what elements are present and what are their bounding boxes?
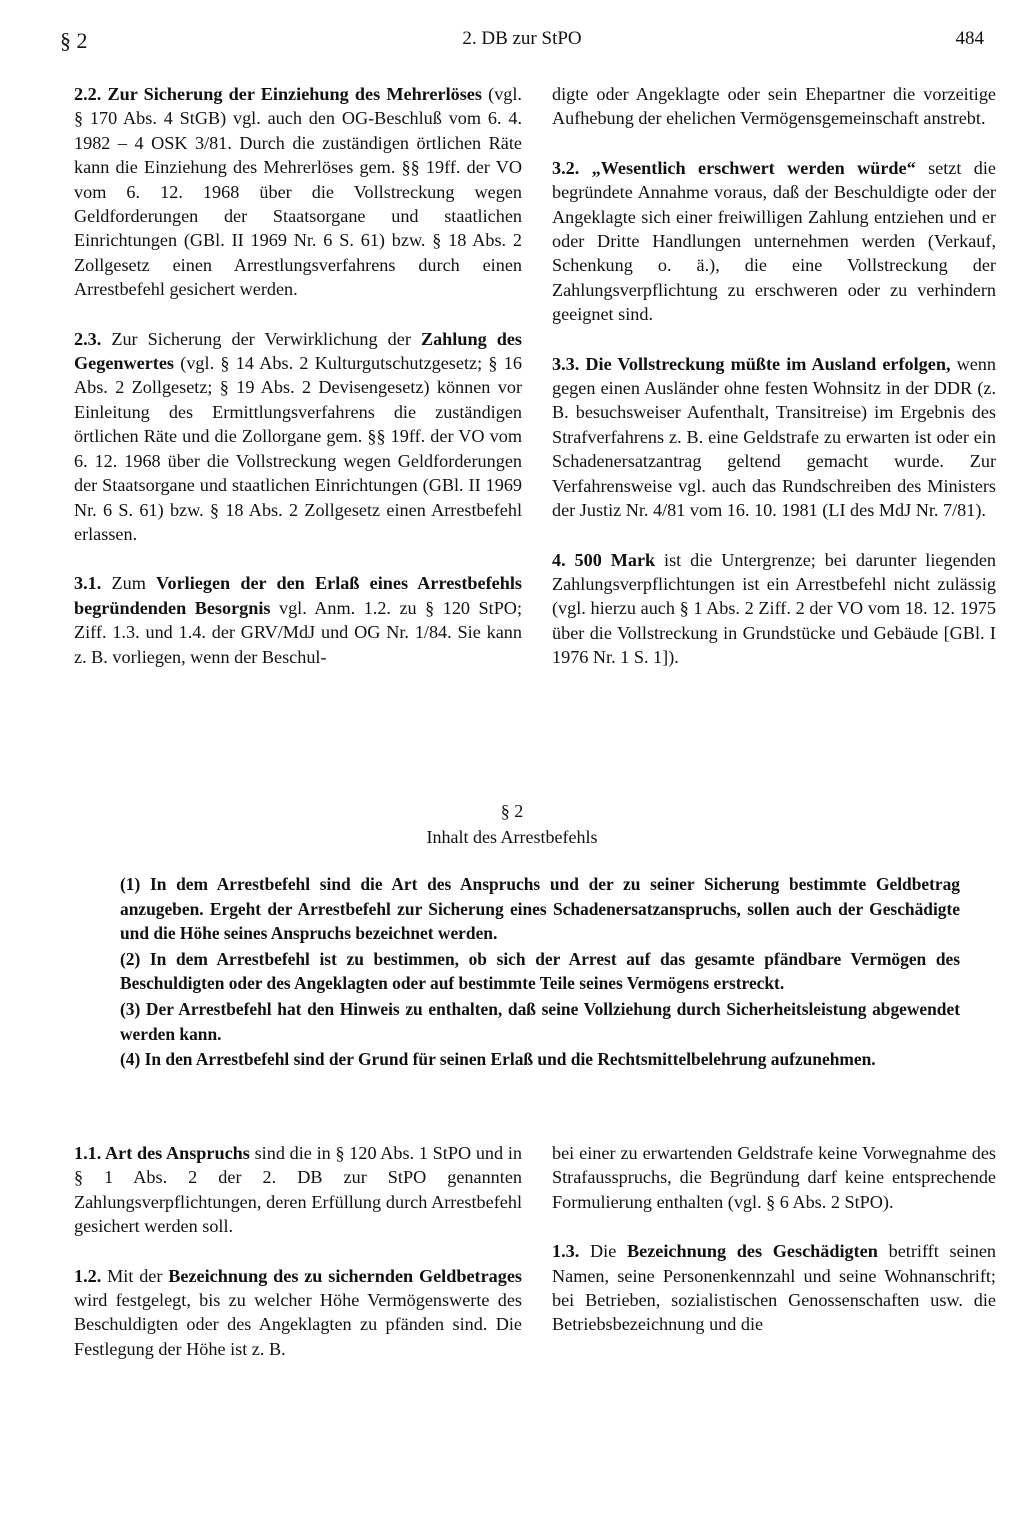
- note-bold: Bezeichnung des Geschädigten: [627, 1241, 878, 1262]
- note-2-2: [74, 82, 522, 302]
- note-text: (vgl. § 14 Abs. 2 Kulturgutschutzgesetz; § 16 Abs. 2 Zollgesetz; § 19 Abs. 2 Devisengesetz) können vor Einleitung des Ermittlungsverfahrens die zuständigen örtlichen Räte und die Zollorgane gem. §§ 19ff. der VO vom 6. 12. 1968 über die Vollstreckung wegen Geldforderungen der Staatsorgane und staatlichen Einrichtungen (GBl. II 1969 Nr. 6 S. 61) bzw. § 18 Abs. 2 Zollgesetz einen Arrestbefehl erlassen.: [74, 353, 522, 544]
- note-text: (vgl. § 170 Abs. 4 StGB) vgl. auch den OG-Beschluß vom 6. 4. 1982 – 4 OSK 3/81. Durch die zuständigen örtlichen Räte kann die Einziehung des Mehrerlöses gem. §§ 19ff. der VO vom 6. 12. 1968 über die Vollstreckung wegen Geldforderungen der Staatsorgane und staatlichen Einrichtungen (GBl. II 1969 Nr. 6 S. 61) bzw. § 18 Abs. 2 Zollgesetz einen Arrestlungsverfahrens durch einen Arrestbefehl gesichert werden.: [74, 84, 522, 300]
- bottom-left-column: [74, 1141, 522, 1361]
- note-pre: Zum: [101, 573, 157, 594]
- note-lead: 4.: [552, 549, 566, 570]
- note-bold: Bezeichnung des zu sichernden Geldbetrages: [168, 1265, 522, 1286]
- header-title: 2. DB zur StPO: [462, 28, 582, 49]
- page-number: 484: [955, 28, 984, 49]
- note-bold: Vorliegen der den Erlaß eines Arrestbefehls begründenden Besorgnis: [74, 573, 522, 618]
- statute-text: [120, 872, 960, 1073]
- note-lead: 1.2.: [74, 1265, 102, 1286]
- note-text: digte oder Angeklagte oder sein Ehepartner die vorzeitige Aufhebung der ehelichen Vermögensgemeinschaft anstrebt.: [552, 84, 996, 129]
- note-lead: 2.3.: [74, 328, 102, 349]
- note-1-2-continued: [552, 1141, 996, 1214]
- section-heading: [0, 798, 1024, 850]
- note-1-2: [74, 1264, 522, 1362]
- statute-paragraph-3: (3) Der Arrestbefehl hat den Hinweis zu enthalten, daß seine Vollziehung durch Sicherheitsleistung abgewendet werden kann.: [120, 998, 960, 1044]
- note-pre: Die: [579, 1241, 628, 1262]
- section-number: § 2: [500, 801, 524, 821]
- note-pre: Zur Sicherung der Verwirklichung der: [101, 328, 421, 349]
- note-text: betrifft seinen Namen, seine Personenkennzahl und seine Wohnanschrift; bei Betrieben, sozialistischen Genossenschaften usw. die Betriebsbezeichnung und die: [552, 1241, 996, 1335]
- note-3-1: [74, 571, 522, 669]
- note-lead: 3.1.: [74, 573, 102, 594]
- statute-paragraph-4: (4) In den Arrestbefehl sind der Grund für seinen Erlaß und die Rechtsmittelbelehrung aufzunehmen.: [120, 1049, 876, 1070]
- note-1-3: [552, 1239, 996, 1337]
- note-1-1: [74, 1141, 522, 1239]
- note-lead: 2.2.: [74, 84, 102, 104]
- note-lead: 1.1.: [74, 1143, 102, 1163]
- note-text: setzt die begründete Annahme voraus, daß der Beschuldigte oder der Angeklagte sich einer freiwilligen Zahlung entziehen und er oder Dritte Handlungen unternehmen werden (Verkauf, Schenkung o. ä.), die eine Vollstreckung der Zahlungsverpflichtung zu erschweren oder zu verhindern geeignet sind.: [552, 157, 996, 325]
- note-lead: 1.3.: [552, 1241, 580, 1262]
- note-3-3: [552, 352, 996, 523]
- statute-paragraph-2: (2) In dem Arrestbefehl ist zu bestimmen, ob sich der Arrest auf das gesamte pfändbare Vermögen des Beschuldigten oder des Angeklagten oder auf bestimmte Teile seines Vermögens erstreckt.: [120, 948, 960, 994]
- note-text: wenn gegen einen Ausländer ohne festen Wohnsitz in der DDR (z. B. besuchsweiser Aufenthalt, Transitreise) im Ergebnis des Strafverfahrens z. B. eine Geldstrafe zu erwarten ist oder ein Schadenersatzantrag geltend gemacht wurde. Zur Verfahrensweise vgl. auch das Rundschreiben des Ministers der Justiz Nr. 4/81 vom 16. 10. 1981 (LI des MdJ Nr. 7/81).: [552, 353, 996, 521]
- note-text: sind die in § 120 Abs. 1 StPO und in § 1 Abs. 2 der 2. DB zur StPO genannten Zahlungsverpflichtungen, deren Erfüllung durch Arrestbefehl gesichert werden soll.: [74, 1143, 522, 1237]
- note-text: ist die Untergrenze; bei darunter liegenden Zahlungsverpflichtungen ist ein Arrestbefehl nicht zulässig (vgl. hierzu auch § 1 Abs. 2 Ziff. 2 der VO vom 18. 12. 1975 über die Vollstreckung in Grundstücke und Gebäude [GBl. I 1976 Nr. 1 S. 1]).: [552, 549, 996, 668]
- note-lead: 3.3.: [552, 353, 580, 374]
- note-bold: „Wesentlich erschwert werden würde“: [579, 157, 916, 178]
- note-bold: 500 Mark: [565, 549, 656, 570]
- note-bold: Zur Sicherung der Einziehung des Mehrerlöses: [107, 84, 482, 104]
- note-text: bei einer zu erwartenden Geldstrafe keine Vorwegnahme des Strafausspruchs, die Begründung darf keine entsprechende Formulierung enthalten (vgl. § 6 Abs. 2 StPO).: [552, 1143, 996, 1212]
- note-pre: Mit der: [101, 1265, 169, 1286]
- page-header: [60, 28, 984, 58]
- note-lead: 3.2.: [552, 157, 580, 178]
- note-bold: Zahlung des Gegenwertes: [74, 328, 523, 374]
- section-title: Inhalt des Arrestbefehls: [426, 827, 598, 847]
- note-4: [552, 548, 996, 670]
- note-bold: Art des Anspruchs: [101, 1143, 250, 1163]
- note-text: wird festgelegt, bis zu welcher Höhe Vermögenswerte des Beschuldigten oder des Angeklagten zu pfänden sind. Die Festlegung der Höhe ist z. B.: [74, 1290, 522, 1359]
- note-text: vgl. Anm. 1.2. zu § 120 StPO; Ziff. 1.3. und 1.4. der GRV/MdJ und OG Nr. 1/84. Sie kann z. B. vorliegen, wenn der Beschul-: [74, 597, 522, 667]
- top-right-column: [552, 82, 996, 670]
- bottom-right-column: [552, 1141, 996, 1337]
- note-3-1-continued: [552, 82, 996, 131]
- note-2-3: [74, 327, 522, 547]
- note-3-2: [552, 156, 996, 327]
- statute-paragraph-1: (1) In dem Arrestbefehl sind die Art des Anspruchs und der zu seiner Sicherung bestimmte Geldbetrag anzugeben. Ergeht der Arrestbefehl zur Sicherung eines Schadenersatzanspruchs, sollen auch der Geschädigte und die Höhe seines Anspruchs bezeichnet werden.: [120, 874, 960, 944]
- header-section: § 2: [60, 28, 88, 53]
- note-bold: Die Vollstreckung müßte im Ausland erfolgen,: [579, 353, 951, 374]
- top-left-column: [74, 82, 522, 669]
